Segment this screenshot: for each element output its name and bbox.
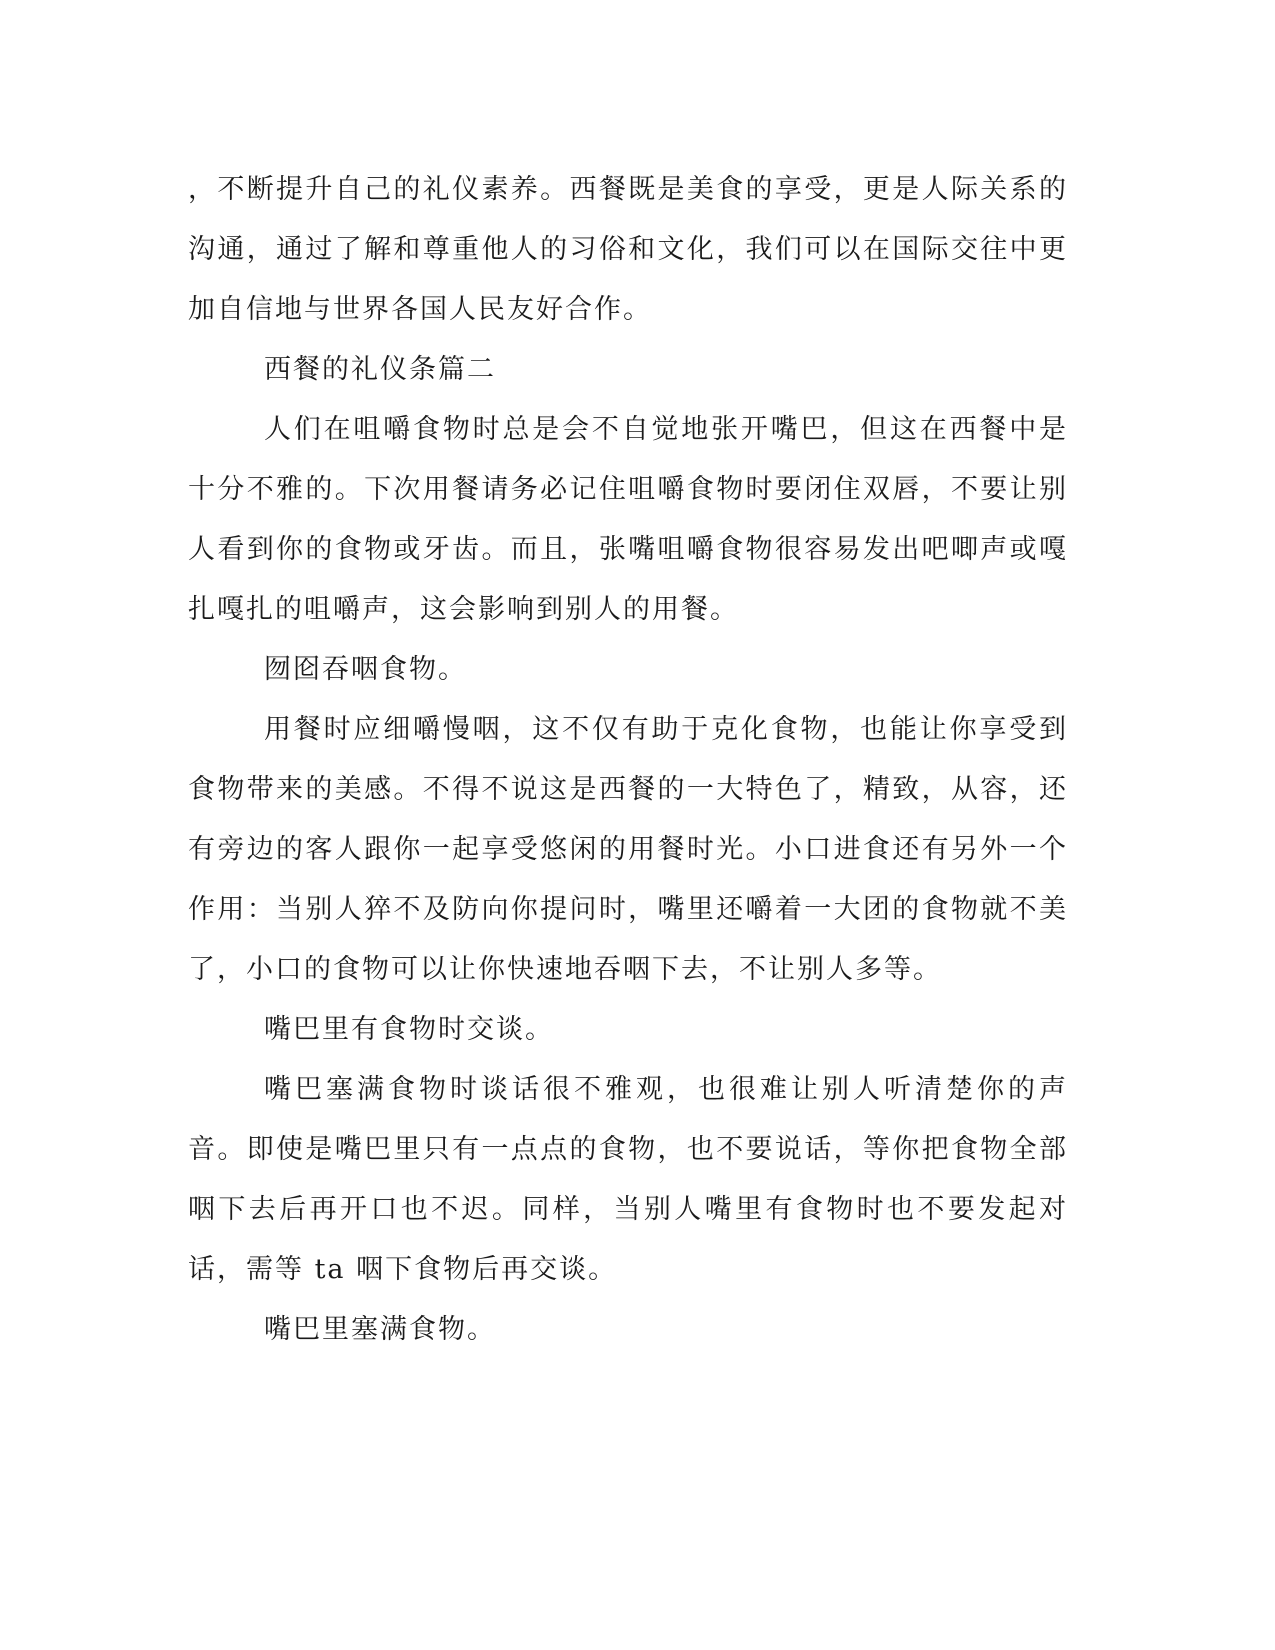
section-heading: 西餐的礼仪条篇二	[264, 354, 496, 385]
paragraph-continuation: ，不断提升自己的礼仪素养。西餐既是美食的享受，更是人际关系的沟通，通过了解和尊重他人的习俗和文化，我们可以在国际交往中更加自信地与世界各国人民友好合作。	[188, 174, 1068, 325]
item-heading-talking: 嘴巴里有食物时交谈。	[264, 1014, 554, 1045]
document-body	[188, 160, 1068, 1360]
paragraph-chewing: 人们在咀嚼食物时总是会不自觉地张开嘴巴，但这在西餐中是十分不雅的。下次用餐请务必记住咀嚼食物时要闭住双唇，不要让别人看到你的食物或牙齿。而且，张嘴咀嚼食物很容易发出吧唧声或嘎扎嘎扎的咀嚼声，这会影响到别人的用餐。	[188, 414, 1068, 625]
paragraph-eating-slowly: 用餐时应细嚼慢咽，这不仅有助于克化食物，也能让你享受到食物带来的美感。不得不说这是西餐的一大特色了，精致，从容，还有旁边的客人跟你一起享受悠闲的用餐时光。小口进食还有另外一个作用：当别人猝不及防向你提问时，嘴里还嚼着一大团的食物就不美了，小口的食物可以让你快速地吞咽下去，不让别人多等。	[188, 714, 1068, 985]
item-heading-mouth-full: 嘴巴里塞满食物。	[264, 1314, 496, 1345]
item-heading-swallowing: 囫囵吞咽食物。	[264, 654, 467, 685]
paragraph-talking: 嘴巴塞满食物时谈话很不雅观，也很难让别人听清楚你的声音。即使是嘴巴里只有一点点的食物，也不要说话，等你把食物全部咽下去后再开口也不迟。同样，当别人嘴里有食物时也不要发起对话，需等 ta 咽下食物后再交谈。	[188, 1074, 1068, 1285]
